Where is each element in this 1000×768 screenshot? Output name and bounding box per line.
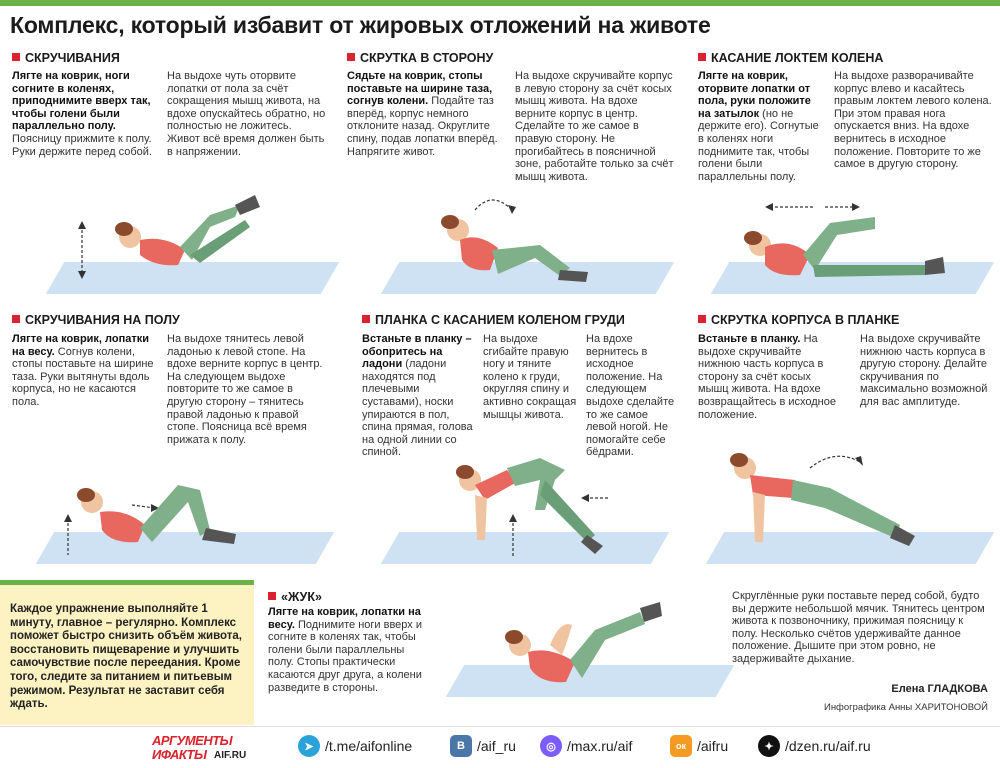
section-plank-twist xyxy=(698,313,899,327)
aif-logo[interactable]: АРГУМЕНТЫ ИФАКТЫ AIF.RU xyxy=(152,733,247,762)
dzen-icon: ✦ xyxy=(758,735,780,757)
section-floor-crunches xyxy=(12,313,180,327)
author: Елена ГЛАДКОВА xyxy=(891,683,988,695)
section-title: СКРУТКА КОРПУСА В ПЛАНКЕ xyxy=(711,313,900,327)
red-square-icon xyxy=(347,53,355,61)
max-link[interactable]: ◎ /max.ru/aif xyxy=(540,735,632,757)
section-text-right: На выдохе скручивайте нижнюю часть корпуса в другую сторону. Делайте скручивания по максимально возможной для вас амплитуде. xyxy=(860,333,988,408)
section-title: ПЛАНКА С КАСАНИЕМ КОЛЕНОМ ГРУДИ xyxy=(375,313,625,327)
dzen-link[interactable]: ✦ /dzen.ru/aif.ru xyxy=(758,735,871,757)
section-text-right: На выдохе чуть оторвите лопатки от пола за счёт сокращения мышц живота, на вдохе опускайтесь обратно, но полностью не ложитесь. Живот всё время должен быть в напряжении. xyxy=(167,70,326,158)
section-text-mid: На выдохе сгибайте правую ногу и тяните колено к груди, округляя спину и активно сокращая мышцы живота. xyxy=(483,333,577,421)
section-side-twist xyxy=(347,51,493,65)
figure-plank-knee xyxy=(445,450,655,560)
section-text-left: Лягте на коврик, лопатки на весу. Согнув колени, стопы поставьте на ширине таза. Руки вытянуты вдоль корпуса, но не касаются пола. xyxy=(12,333,154,408)
top-accent-bar xyxy=(0,0,1000,6)
max-icon: ◎ xyxy=(540,735,562,757)
figure-elbow-knee xyxy=(735,195,975,285)
section-text-right: Скруглённые руки поставьте перед собой, будто вы держите небольшой мячик. Тянитесь центром живота к позвоночнику, прижимая поясницу к полу. Несколько счётов удерживайте данное положение. Дышите при этом ровно, не задерживайте дыхание. xyxy=(732,590,985,665)
red-square-icon xyxy=(12,53,20,61)
ok-link[interactable]: ок /aifru xyxy=(670,735,728,757)
section-title: КАСАНИЕ ЛОКТЕМ КОЛЕНА xyxy=(711,51,884,65)
section-elbow-knee xyxy=(698,51,883,65)
telegram-icon: ➤ xyxy=(298,735,320,757)
infographic-credit: Инфографика Анны ХАРИТОНОВОЙ xyxy=(823,702,988,713)
section-text-right: На выдохе тянитесь левой ладонью к левой стопе. На вдохе верните корпус в центр. На следующем выдохе повторите то же самое в другую сторону – тянитесь правой ладонью к правой стопе. Поясница всё время прижата к полу. xyxy=(167,333,323,446)
vk-icon: В xyxy=(450,735,472,757)
figure-floor-crunches xyxy=(60,470,320,560)
red-square-icon xyxy=(12,315,20,323)
section-text-right: На выдохе скручивайте корпус в левую сторону за счёт косых мышц живота. На вдохе верните корпус в центр. Сделайте то же самое в правую сторону. Не прогибайтесь в поясничной зоне, работайте только за счёт мышц живота. xyxy=(515,70,674,183)
section-text-left: Встаньте в планку. На выдохе скручивайте нижнюю часть корпуса в сторону за счёт косых мышц живота. На вдохе возвращайтесь в исходное положение. xyxy=(698,333,836,421)
section-bug xyxy=(268,590,322,604)
section-crunches xyxy=(12,51,120,65)
red-square-icon xyxy=(698,53,706,61)
section-text-left: Лягте на коврик, оторвите лопатки от пола, руки положите на затылок (но не держите его). Согнутые в коленях ноги поднимите так, чтобы голени были параллельны полу. xyxy=(698,70,819,183)
section-title: «ЖУК» xyxy=(281,590,322,604)
section-text-right: На выдохе разворачивайте корпус влево и касайтесь правым локтем левого колена. При этом правая нога опускается вниз. На вдохе вернитесь в исходное положение. Повторите то же самое в другую сторону. xyxy=(834,70,992,171)
summary-note-text: Каждое упражнение выполняйте 1 минуту, главное – регулярно. Комплекс поможет быстро снизить объём живота, восстановить пищеварение и улучшить самочувствие после переедания. Кроме того, следите за питанием и питьевым режимом. Результат не заставит себя ждать. xyxy=(10,603,242,711)
section-text-left: Встаньте в планку – обопритесь на ладони (ладони находятся под плечевыми суставами), носки упираются в пол, спина прямая, голова на одной линии со спиной. xyxy=(362,333,473,459)
vk-link[interactable]: В /aif_ru xyxy=(450,735,516,757)
section-plank-knee xyxy=(362,313,625,327)
red-square-icon xyxy=(268,592,276,600)
figure-bug xyxy=(490,600,680,695)
page-title: Комплекс, который избавит от жировых отложений на животе xyxy=(10,12,711,38)
telegram-link[interactable]: ➤ /t.me/aifonline xyxy=(298,735,412,757)
section-text-right: На вдохе вернитесь в исходное положение. На следующем выдохе сделайте то же самое левой ногой. Не помогайте себе бёдрами. xyxy=(586,333,675,459)
section-title: СКРУТКА В СТОРОНУ xyxy=(360,51,494,65)
section-text-left: Лягте на коврик, лопатки на весу. Поднимите ноги вверх и согните в коленях так, чтобы голени были параллельны полу. Стопы практически касаются друг друга, а колени разведите в стороны. xyxy=(268,606,422,694)
section-text-left: Сядьте на коврик, стопы поставьте на ширине таза, согнув колени. Подайте таз вперёд, корпус немного отклоните назад. Округлите спину, подав лопатки вперёд. Напрягите живот. xyxy=(347,70,498,158)
red-square-icon xyxy=(362,315,370,323)
section-title: СКРУЧИВАНИЯ НА ПОЛУ xyxy=(25,313,180,327)
footer xyxy=(0,726,1000,768)
figure-side-twist xyxy=(420,190,620,295)
figure-plank-twist xyxy=(715,450,965,560)
figure-crunches xyxy=(60,185,330,280)
section-text-left: Лягте на коврик, ноги согните в коленях, приподнимите вверх так, чтобы голени были параллельно полу. Поясницу прижмите к полу. Руки держите перед собой. xyxy=(12,70,152,158)
red-square-icon xyxy=(698,315,706,323)
summary-note xyxy=(0,580,254,725)
section-title: СКРУЧИВАНИЯ xyxy=(25,51,120,65)
ok-icon: ок xyxy=(670,735,692,757)
